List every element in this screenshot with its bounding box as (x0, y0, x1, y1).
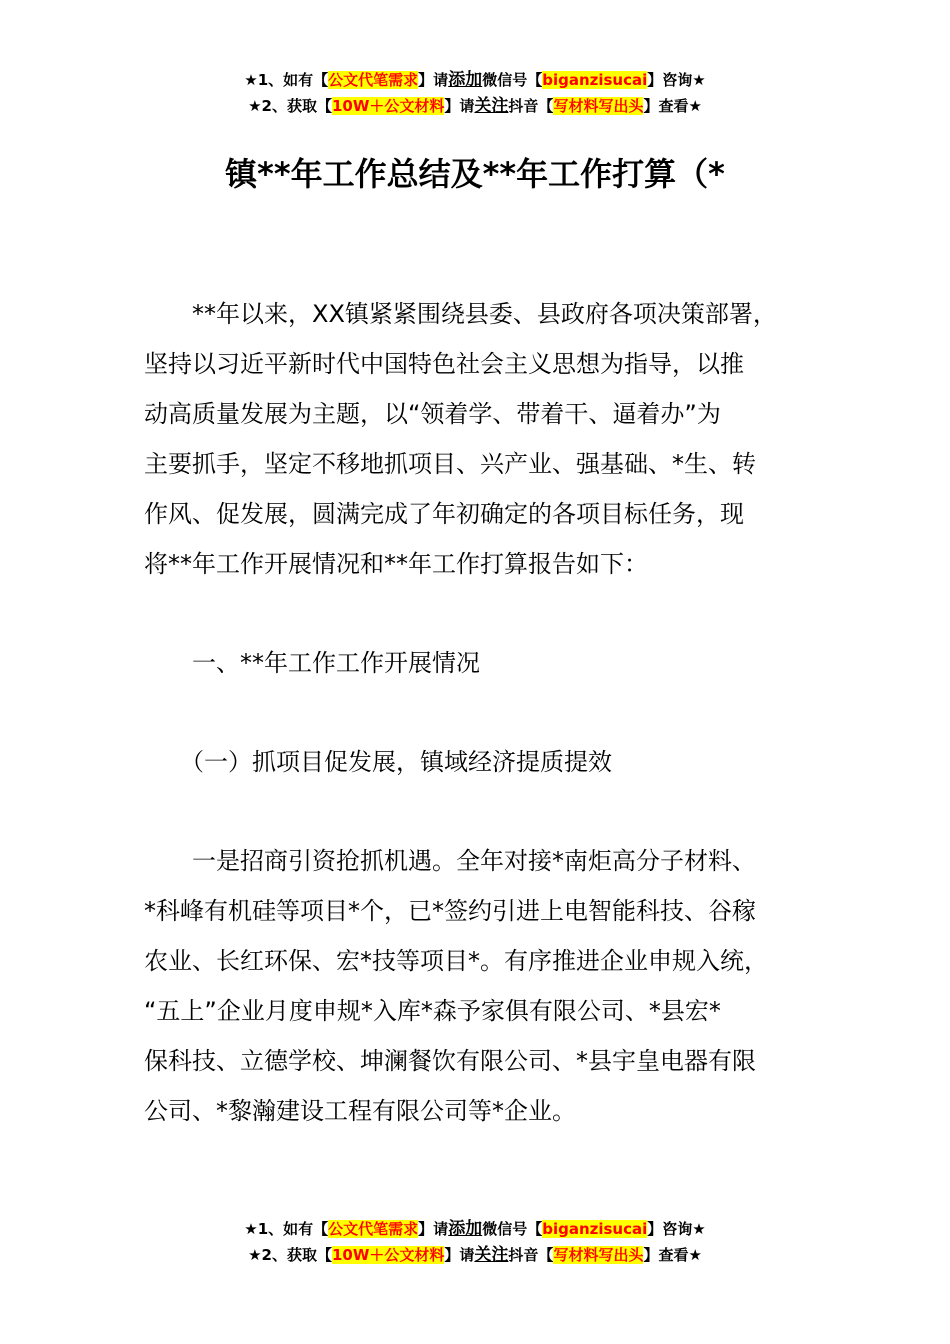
banner-text: 】咨询★ (647, 71, 706, 89)
banner-emphasis: 关注 (474, 96, 509, 116)
banner-emphasis: 关注 (474, 1245, 509, 1265)
document-title: 镇**年工作总结及**年工作打算（* (225, 155, 725, 193)
investment-paragraph (144, 836, 844, 1136)
banner-emphasis: 添加 (448, 70, 483, 90)
banner-text: 】请 (444, 97, 475, 115)
banner-line-1 (0, 1216, 950, 1242)
intro-paragraph (144, 289, 844, 589)
banner-text: 抖音【 (508, 97, 554, 115)
banner-highlight: 公文代笔需求 (328, 71, 419, 89)
paragraph-line: 坚持以习近平新时代中国特色社会主义思想为指导，以推 (144, 350, 744, 378)
banner-highlight: 写材料写出头 (553, 97, 644, 115)
banner-text: 】咨询★ (647, 1220, 706, 1238)
banner-text: ★2、获取【 (248, 97, 332, 115)
banner-text: 微信号【 (482, 1220, 543, 1238)
banner-text: 】请 (444, 1246, 475, 1264)
footer-banner (0, 1216, 950, 1268)
banner-text: 】查看★ (643, 1246, 702, 1264)
banner-line-2 (0, 1242, 950, 1268)
banner-highlight: 10W＋公文材料 (331, 97, 445, 115)
banner-highlight: 10W＋公文材料 (331, 1246, 445, 1264)
paragraph-line: 农业、长红环保、宏*技等项目*。有序推进企业申规入统， (144, 947, 768, 975)
section-heading (144, 638, 844, 688)
paragraph-line: 保科技、立德学校、坤澜餐饮有限公司、*县宇皇电器有限 (144, 1047, 756, 1075)
banner-highlight: biganzisucai (542, 71, 648, 89)
header-banner (0, 67, 950, 119)
banner-text: 】请 (418, 1220, 449, 1238)
paragraph-line: 一是招商引资抢抓机遇。全年对接*南炬高分子材料、 (144, 847, 756, 875)
paragraph-line: 主要抓手，坚定不移地抓项目、兴产业、强基础、*生、转 (144, 450, 756, 478)
paragraph-line: 动高质量发展为主题，以“领着学、带着干、逼着办”为 (144, 400, 721, 428)
banner-highlight: 公文代笔需求 (328, 1220, 419, 1238)
paragraph-line: **年以来，XX镇紧紧围绕县委、县政府各项决策部署， (144, 300, 777, 328)
paragraph-line: *科峰有机硅等项目*个，已*签约引进上电智能科技、谷稼 (144, 897, 756, 925)
banner-highlight: biganzisucai (542, 1220, 648, 1238)
section-heading-text: 一、**年工作工作开展情况 (144, 649, 480, 677)
paragraph-line: “五上”企业月度申规*入库*森予家俱有限公司、*县宏* (144, 997, 721, 1025)
banner-text: ★1、如有【 (244, 1220, 329, 1238)
banner-text: ★2、获取【 (248, 1246, 332, 1264)
banner-text: 微信号【 (482, 71, 543, 89)
subsection-heading (144, 737, 844, 787)
banner-emphasis: 添加 (448, 1219, 483, 1239)
subsection-heading-text: （一）抓项目促发展，镇域经济提质提效 (144, 748, 612, 776)
banner-text: 】查看★ (643, 97, 702, 115)
banner-text: ★1、如有【 (244, 71, 329, 89)
paragraph-line: 作风、促发展，圆满完成了年初确定的各项目标任务，现 (144, 500, 744, 528)
paragraph-line: 将**年工作开展情况和**年工作打算报告如下： (144, 550, 648, 578)
paragraph-line: 公司、*黎瀚建设工程有限公司等*企业。 (144, 1097, 576, 1125)
banner-text: 抖音【 (508, 1246, 554, 1264)
banner-text: 】请 (418, 71, 449, 89)
banner-line-2 (0, 93, 950, 119)
banner-line-1 (0, 67, 950, 93)
banner-highlight: 写材料写出头 (553, 1246, 644, 1264)
